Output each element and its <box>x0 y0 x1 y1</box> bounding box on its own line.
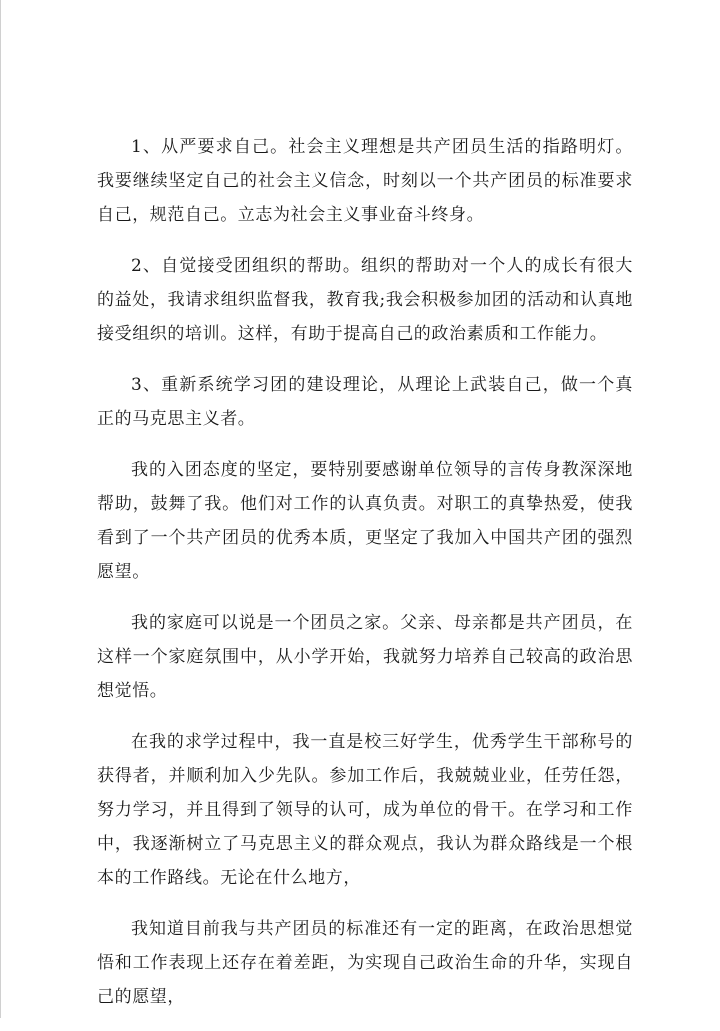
document-body <box>97 130 633 1031</box>
page-edge <box>0 0 1 1018</box>
paragraph-6: 在我的求学过程中，我一直是校三好学生，优秀学生干部称号的获得者，并顺利加入少先队。参加工作后，我兢兢业业，任劳任怨，努力学习，并且得到了领导的认可，成为单位的骨干。在学习和工作中，我逐渐树立了马克思主义的群众观点，我认为群众路线是一个根本的工作路线。无论在什么地方， <box>97 732 633 888</box>
paragraph-7: 我知道目前我与共产团员的标准还有一定的距离，在政治思想觉悟和工作表现上还存在着差距，为实现自己政治生命的升华，实现自己的愿望， <box>97 919 633 1007</box>
paragraph-2: 2、自觉接受团组织的帮助。组织的帮助对一个人的成长有很大的益处，我请求组织监督我，教育我;我会积极参加团的活动和认真地接受组织的培训。这样，有助于提高自己的政治素质和工作能力。 <box>97 256 633 344</box>
paragraph-1: 1、从严要求自己。社会主义理想是共产团员生活的指路明灯。我要继续坚定自己的社会主义信念，时刻以一个共产团员的标准要求自己，规范自己。立志为社会主义事业奋斗终身。 <box>97 137 633 225</box>
paragraph-4: 我的入团态度的坚定，要特别要感谢单位领导的言传身教深深地帮助，鼓舞了我。他们对工作的认真负责。对职工的真挚热爱，使我看到了一个共产团员的优秀本质，更坚定了我加入中国共产团的强烈愿望。 <box>97 460 633 582</box>
paragraph-3: 3、重新系统学习团的建设理论，从理论上武装自己，做一个真正的马克思主义者。 <box>97 375 633 429</box>
paragraph-5: 我的家庭可以说是一个团员之家。父亲、母亲都是共产团员，在这样一个家庭氛围中，从小学开始，我就努力培养自己较高的政治思想觉悟。 <box>97 613 633 701</box>
